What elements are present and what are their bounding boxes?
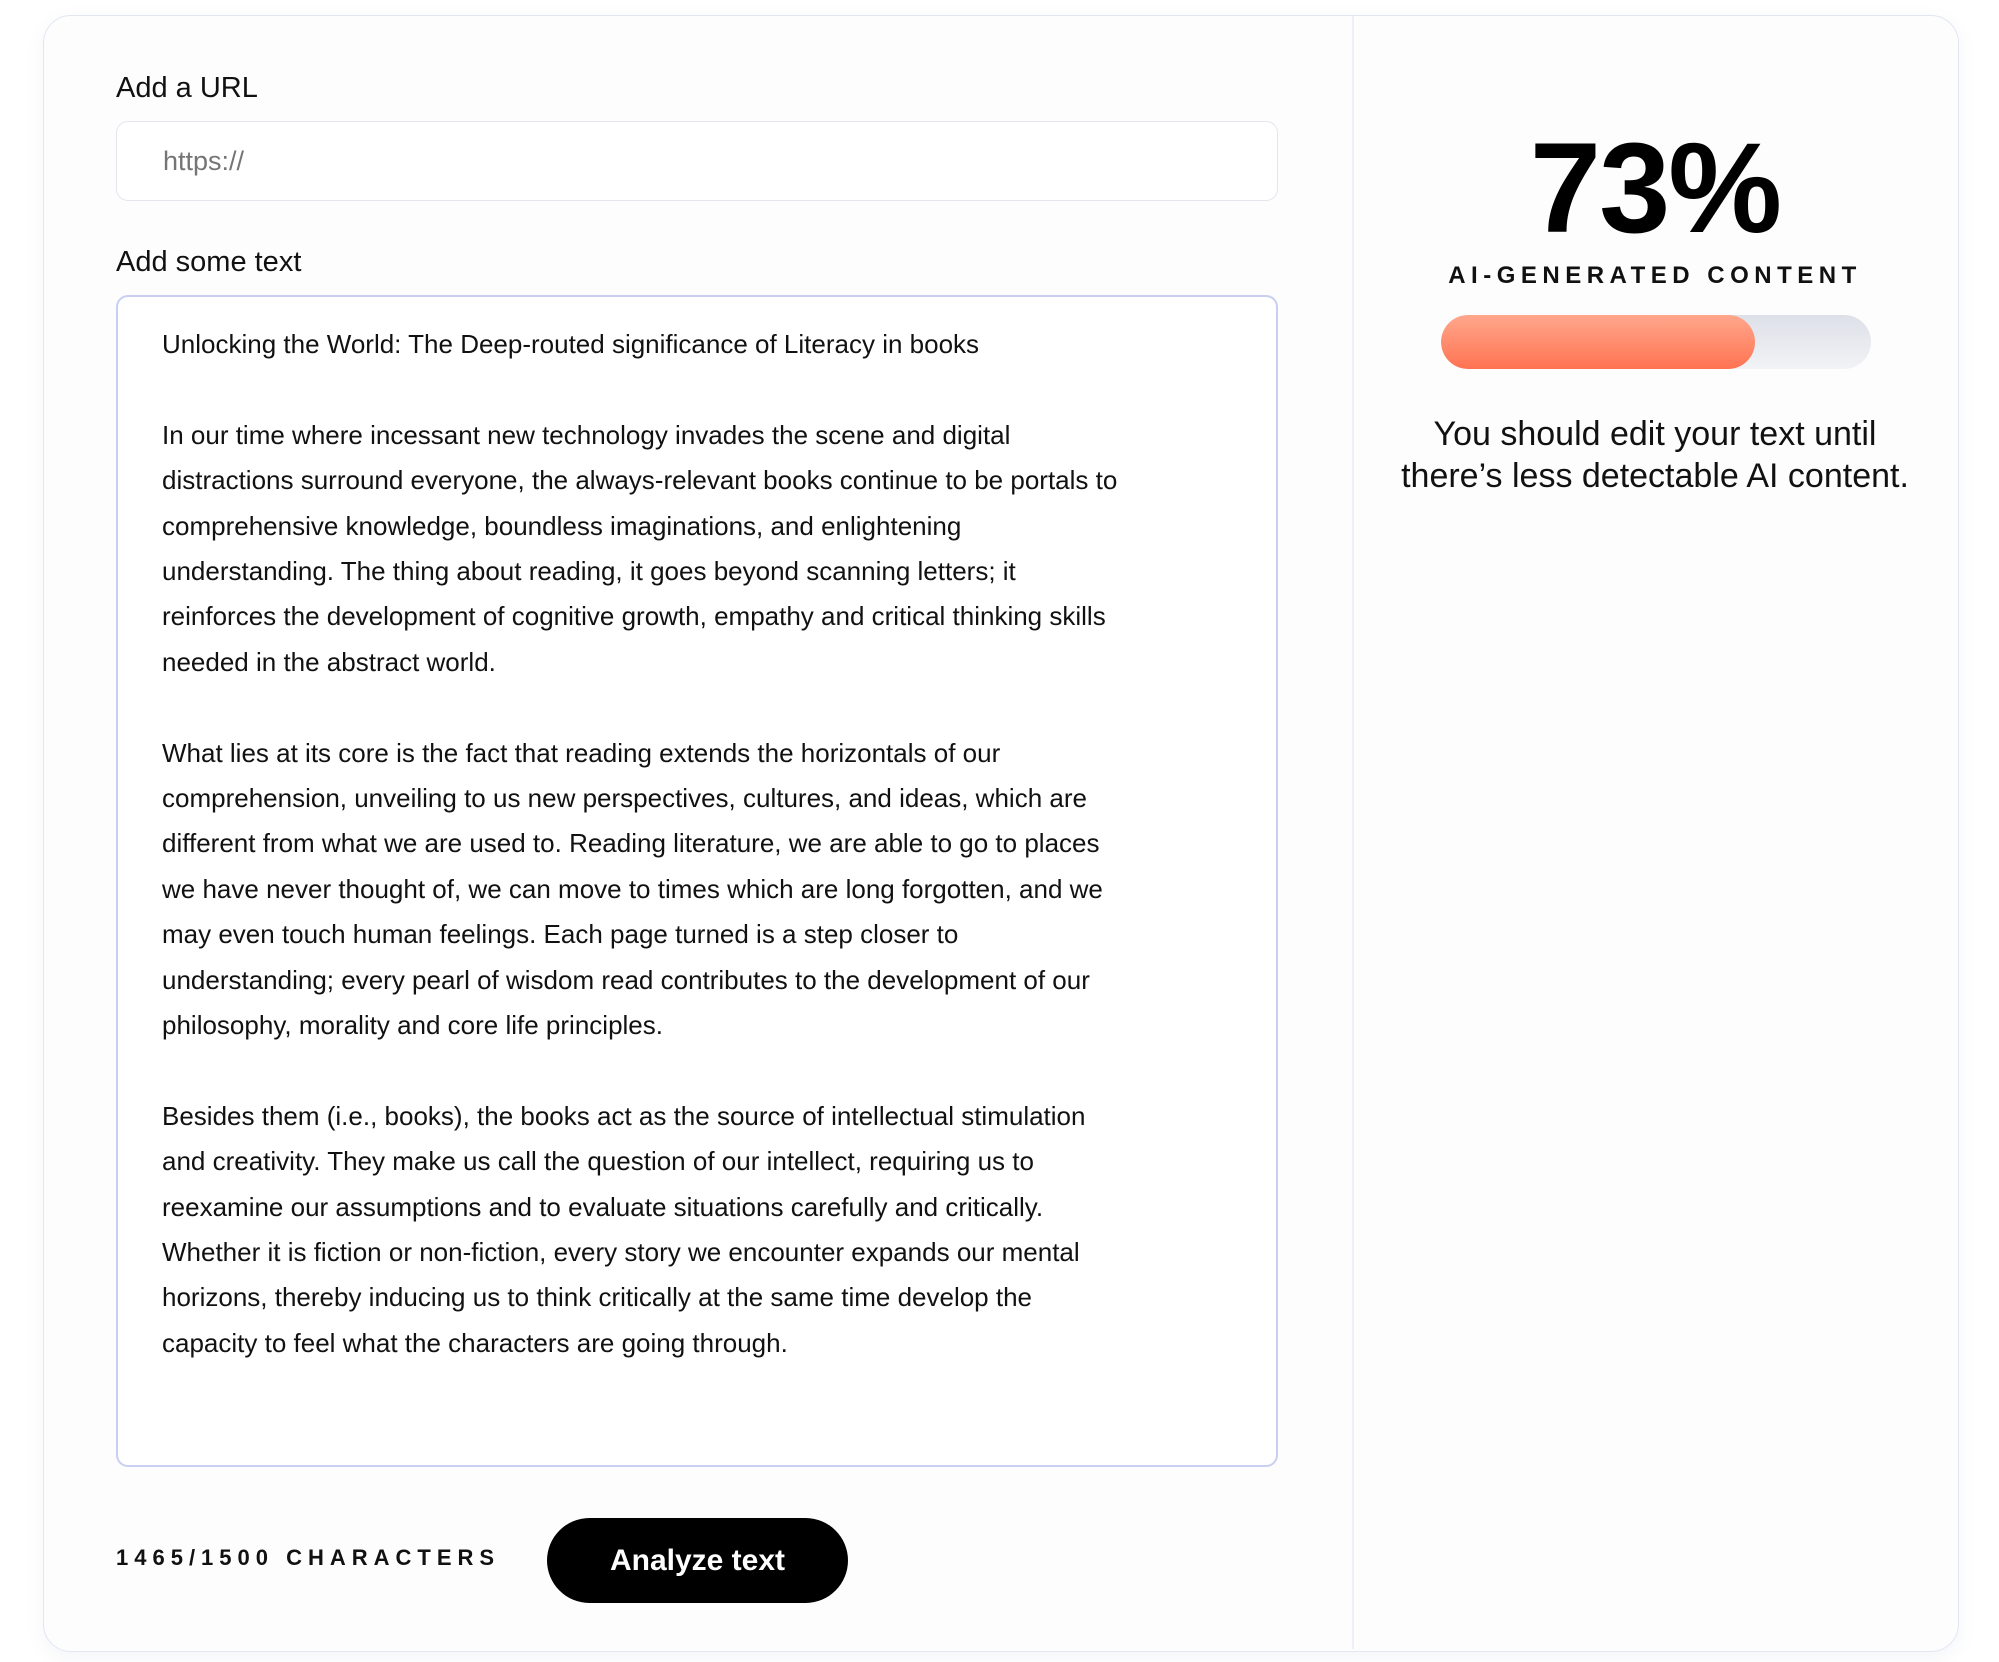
result-message: You should edit your text until there’s less detectable AI content. bbox=[1401, 415, 1909, 495]
ai-score-bar bbox=[1441, 315, 1871, 369]
text-line: reexamine our assumptions and to evaluate situations carefully and critically. bbox=[162, 1191, 1044, 1222]
text-line: horizons, thereby inducing us to think critically at the same time develop the bbox=[162, 1282, 1033, 1313]
text-line: Whether it is fiction or non-fiction, every story we encounter expands our mental bbox=[162, 1237, 1080, 1268]
ai-score-bar-fill bbox=[1441, 315, 1755, 369]
analyze-text-button[interactable]: Analyze text bbox=[547, 1518, 848, 1603]
text-line: and creativity. They make us call the question of our intellect, requiring us to bbox=[162, 1146, 1034, 1177]
text-line: distractions surround everyone, the always-relevant books continue to be portals to bbox=[162, 465, 1118, 496]
text-line: capacity to feel what the characters are going through. bbox=[162, 1327, 788, 1358]
text-line: Unlocking the World: The Deep-routed significance of Literacy in books bbox=[162, 329, 980, 359]
text-line: understanding. The thing about reading, it goes beyond scanning letters; it bbox=[162, 556, 1016, 587]
text-paragraph bbox=[162, 322, 1232, 367]
text-line: we have never thought of, we can move to times which are long forgotten, and we bbox=[162, 873, 1103, 904]
character-count: 1465/1500 CHARACTERS bbox=[116, 1545, 501, 1570]
text-paragraph bbox=[162, 1094, 1232, 1366]
text-line: needed in the abstract world. bbox=[162, 646, 496, 677]
text-line: What lies at its core is the fact that reading extends the horizontals of our bbox=[162, 737, 1001, 768]
text-paragraph bbox=[162, 731, 1232, 1049]
text-line: philosophy, morality and core life principles. bbox=[162, 1010, 663, 1041]
text-paragraph bbox=[162, 413, 1232, 685]
text-line: Besides them (i.e., books), the books act as the source of intellectual stimulation bbox=[162, 1100, 1086, 1131]
url-input[interactable] bbox=[116, 121, 1278, 201]
text-line: comprehensive knowledge, boundless imaginations, and enlightening bbox=[162, 510, 962, 541]
text-line: may even touch human feelings. Each page turned is a step closer to bbox=[162, 919, 959, 950]
text-line: In our time where incessant new technology invades the scene and digital bbox=[162, 419, 1011, 450]
text-line: different from what we are used to. Reading literature, we are able to go to places bbox=[162, 828, 1100, 859]
url-label: Add a URL bbox=[116, 72, 258, 104]
ai-score: 73% bbox=[1529, 117, 1781, 260]
text-line: comprehension, unveiling to us new perspectives, cultures, and ideas, which are bbox=[162, 783, 1087, 814]
text-input[interactable] bbox=[116, 295, 1278, 1467]
text-line: understanding; every pearl of wisdom read contributes to the development of our bbox=[162, 964, 1090, 995]
text-label: Add some text bbox=[116, 246, 302, 278]
ai-score-label: AI-GENERATED CONTENT bbox=[1448, 262, 1862, 289]
panel-divider bbox=[1352, 16, 1354, 1649]
text-line: reinforces the development of cognitive growth, empathy and critical thinking skills bbox=[162, 601, 1106, 632]
